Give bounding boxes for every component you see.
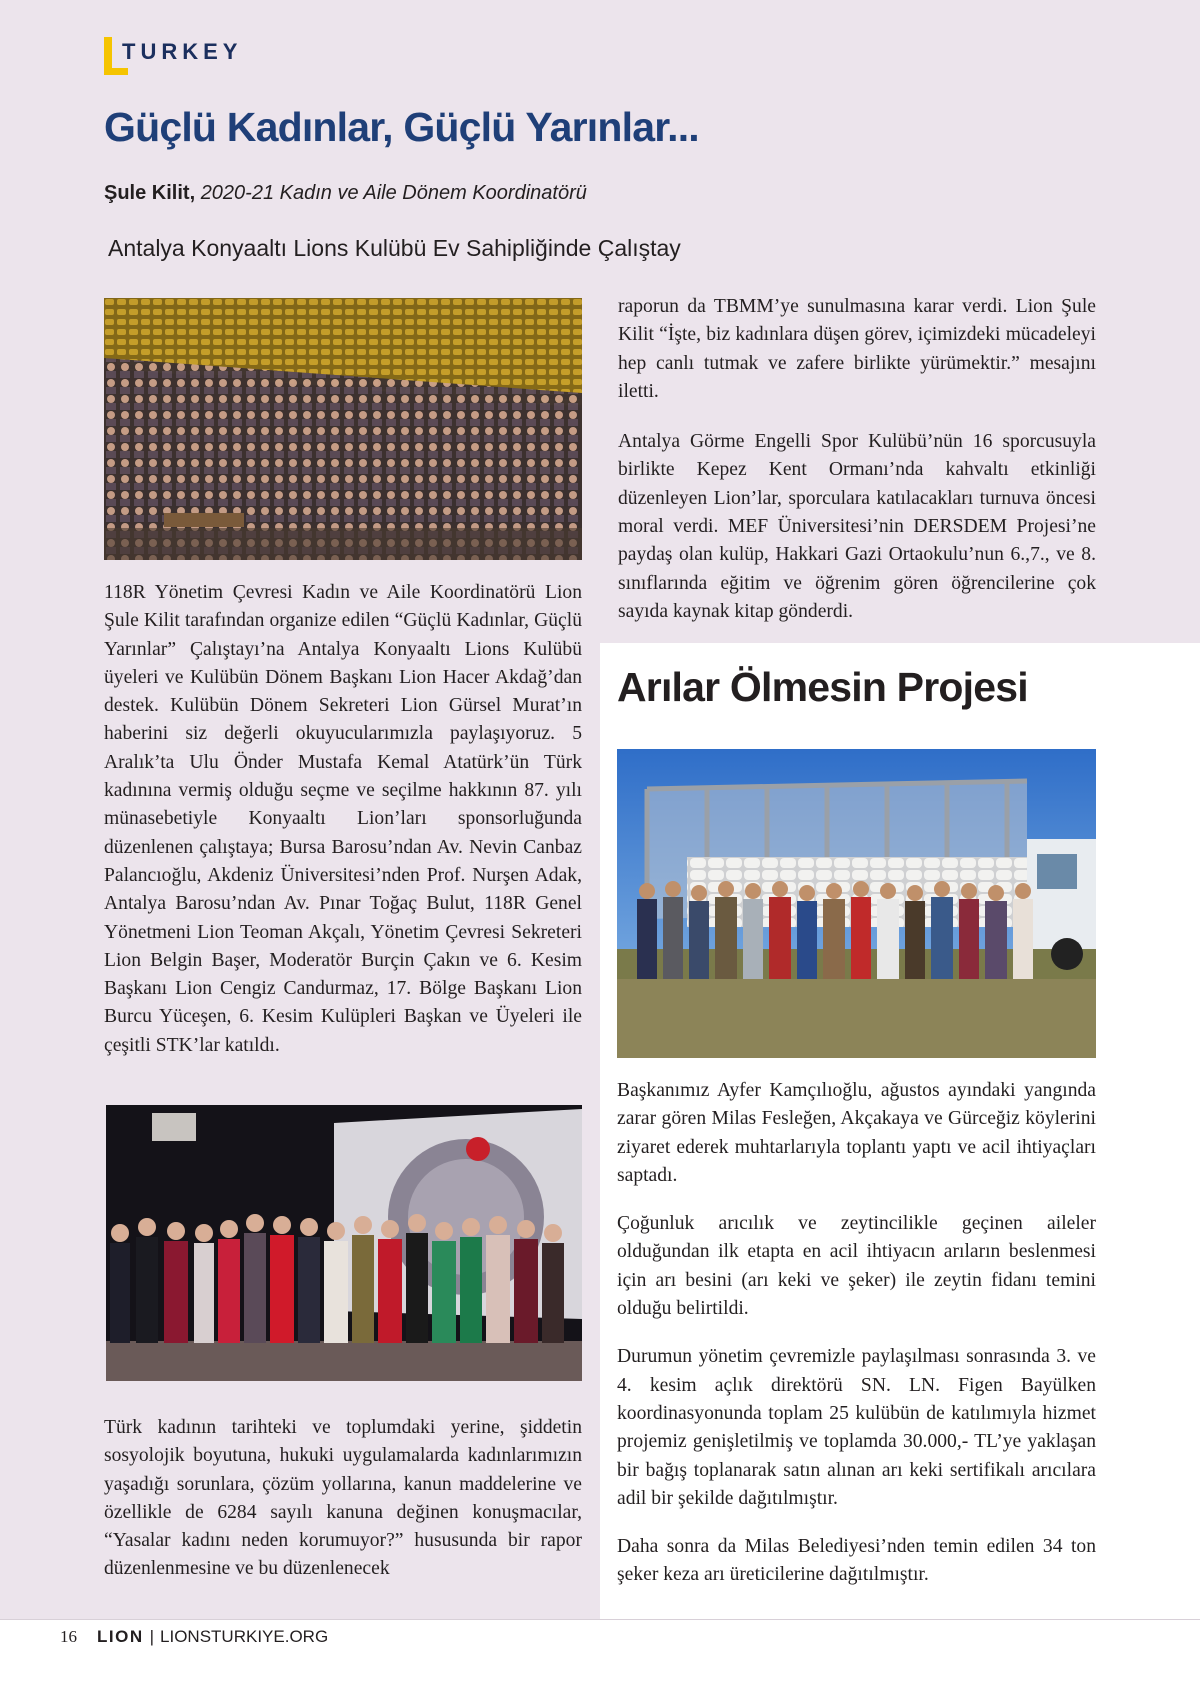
footer-divider bbox=[0, 1619, 1200, 1620]
article2-paragraph-2: Çoğunluk arıcılık ve zeytincilikle geçinen aileler olduğundan ilk etapta en acil ihtiyacın arıların beslenmesi için arı besini (arı keki ve şeker) ile zeytin fidanı temini olduğu belirtildi. bbox=[617, 1213, 1096, 1320]
footer-website-link[interactable]: LIONSTURKIYE.ORG bbox=[160, 1627, 329, 1646]
auditorium-audience-photo bbox=[104, 298, 582, 560]
article2-paragraph-4: Daha sonra da Milas Belediyesi’nden temin edilen 34 ton şeker keza arı üreticilerine dağıtılmıştır. bbox=[617, 1536, 1096, 1586]
section-tag: TURKEY bbox=[122, 39, 243, 64]
article1-body-paragraph-1: 118R Yönetim Çevresi Kadın ve Aile Koordinatörü Lion Şule Kilit tarafından organize edilen “Güçlü Kadınlar, Güçlü Yarınlar” Çalıştayı’na Antalya Konyaaltı Lions Kulübü üyeleri ve Kulübün Dönem Başkanı Lion Hacer Akdağ’dan destek. Kulübün Dönem Sekreteri Lion Gürsel Murat’ın haberini siz değerli okuyucularımızla paylaşıyoruz. 5 Aralık’ta Ulu Önder Mustafa Kemal Atatürk’ün Türk kadınına vermiş olduğu seçme ve seçilme hakkının 87. yılı münasebetiyle Konyaaltı Lion’ları sponsorluğunda düzenlenen çalıştaya; Bursa Barosu’ndan Av. Nevin Canbaz Palancıoğlu, Akdeniz Üniversitesi’nden Prof. Nurşen Adak, Antalya Barosu’ndan Av. Pınar Toğaç Bulut, 118R Genel Yönetmeni Lion Teoman Akçalı, Yönetim Çevresi Sekreteri Lion Belgin Başer, Moderatör Burçin Çakın ve 6. Kesim Başkanı Lion Cengiz Candurmaz, 17. Bölge Başkanı Lion Burcu Yüceşen, 6. Kesim Kulüpleri Başkan ve Üyeleri ile çeşitli STK’lar katıldı. bbox=[104, 582, 582, 1056]
group-stage-photo bbox=[106, 1105, 582, 1381]
author-role: 2020-21 Kadın ve Aile Dönem Koordinatörü bbox=[200, 182, 587, 204]
truck-group-photo bbox=[617, 749, 1096, 1058]
page-footer bbox=[60, 1627, 328, 1647]
footer-brand: LION bbox=[97, 1627, 144, 1646]
author-byline bbox=[104, 182, 587, 205]
article2-paragraph-1: Başkanımız Ayfer Kamçılıoğlu, ağustos ayındaki yangında zarar gören Milas Fesleğen, Akçakaya ve Gürceğiz köylerini ziyaret ederek muhtarlarıyla toplantı yaptı ve acil ihtiyaçları saptadı. bbox=[617, 1080, 1096, 1186]
page-number: 16 bbox=[60, 1627, 77, 1646]
section-title-bees-project: Arılar Ölmesin Projesi bbox=[617, 664, 1028, 710]
article1-body-paragraph-3 bbox=[618, 293, 1096, 642]
article-subtitle: Antalya Konyaaltı Lions Kulübü Ev Sahipliğinde Çalıştay bbox=[108, 235, 681, 261]
article1-body-paragraph-2: Türk kadının tarihteki ve toplumdaki yerine, şiddetin sosyolojik boyutuna, hukuki uygulamalarda kadınlarımızın yaşadığı sorunlara, çözüm yollarına, kanun maddelerine ve özellikle de 6284 sayılı kanuna değinen konuşmacılar, “Yasalar kadını neden korumuyor?” hususunda bir rapor düzenlenmesine ve bu düzenlenecek bbox=[104, 1417, 582, 1580]
footer-separator: | bbox=[149, 1627, 155, 1646]
author-name: Şule Kilit, bbox=[104, 182, 196, 204]
article2-body bbox=[617, 1077, 1096, 1606]
article1-paragraph-4-text: Antalya Görme Engelli Spor Kulübü’nün 16 sporcusuyla birlikte Kepez Kent Ormanı’nda kahvaltı etkinliği düzenleyen Lion’lar, sporculara katılacakları turnuva öncesi moral verdi. MEF Üniversitesi’nin DERSDEM Projesi’ne paydaş olan kulüp, Hakkari Gazi Ortaokulu’nun 6.,7., ve 8. sınıflarında eğitim ve öğrenim gören öğrencilerine çok sayıda kaynak kitap gönderdi. bbox=[618, 431, 1096, 622]
page-title: Güçlü Kadınlar, Güçlü Yarınlar... bbox=[104, 104, 699, 150]
article1-paragraph-3-text: raporun da TBMM’ye sunulmasına karar verdi. Lion Şule Kilit “İşte, biz kadınlara düşen görev, içimizdeki mücadeleyi hep canlı tutmak ve zafere birlikte yürümektir.” mesajını iletti. bbox=[618, 296, 1096, 402]
article2-paragraph-3: Durumun yönetim çevremizle paylaşılması sonrasında 3. ve 4. kesim açlık direktörü SN. LN. Figen Bayülken koordinasyonunda toplam 25 kulübün de katılımıyla hizmet projemiz genişletilmiş ve toplamda 30.000,- TL’ye yaklaşan bir bağış toplanarak satın alınan arı keki sertifikalı arıcılara adil bir şekilde dağıtılmıştır. bbox=[617, 1346, 1096, 1509]
